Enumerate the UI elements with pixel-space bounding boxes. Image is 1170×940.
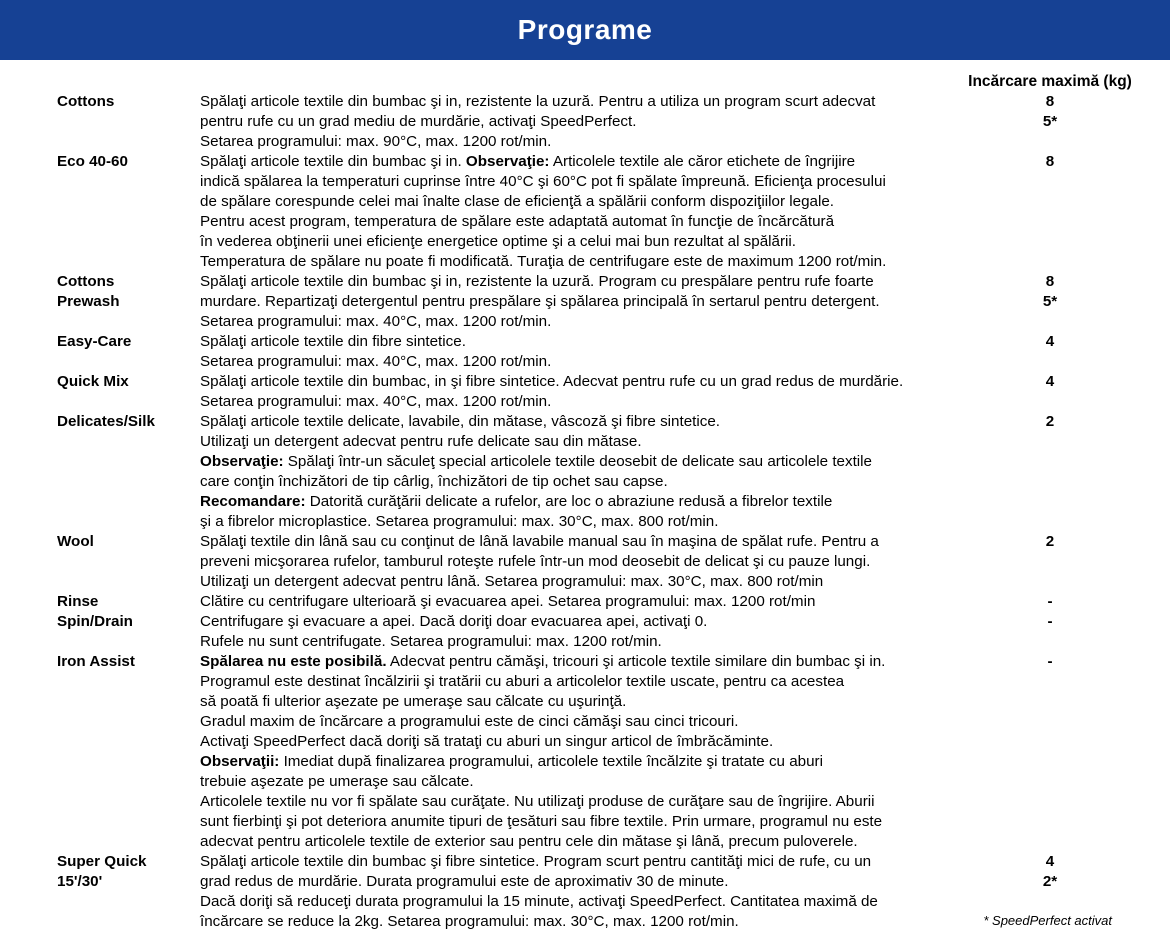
description-header-spacer [200,72,960,92]
program-max-load: 8 5* [1042,93,1058,130]
program-description: Spălaţi articole textile delicate, lavabile, din mătase, vâscoză şi fibre sintetice. Utilizaţi un detergent adecvat pentru rufe delicate sau din mătase. Observaţie: Spălaţi într-un săculeţ special articolele textile deosebit de delicate sau articolele textile care conţin închizători de tip cârlig, închizători de tip ochet sau capse. Recomandare: Datorită curăţării delicate a rufelor, are loc o abraziune redusă a fibrelor textile şi a fibrelor microplastice. Setarea programului: max. 30°C, max. 800 rot/min. [200,413,872,530]
program-name: Spin/Drain [57,613,133,630]
program-max-load: 2 [1045,413,1055,430]
programs-table [0,92,1170,932]
program-description: Spălaţi textile din lână sau cu conţinut de lână lavabile manual sau în maşina de spălat rufe. Pentru a preveni micşorarea rufelor, tamburul roteşte rufele într-un mod deosebit de delicat şi cu pauze lungi. Utilizaţi un detergent adecvat pentru lână. Setarea programului: max. 30°C, max. 800 rot/min [200,533,879,590]
program-row [0,152,1170,272]
program-row [0,272,1170,332]
program-row [0,592,1170,612]
program-description: Clătire cu centrifugare ulterioară şi evacuarea apei. Setarea programului: max. 1200 rot/min [200,593,816,610]
program-max-load: 8 5* [1042,273,1058,310]
program-description: Centrifugare şi evacuare a apei. Dacă doriţi doar evacuarea apei, activaţi 0. Rufele nu sunt centrifugate. Setarea programului: max. 1200 rot/min. [200,613,708,650]
program-row [0,652,1170,852]
table-header-row [0,72,1170,92]
program-max-load: - [1047,653,1053,670]
program-name: Delicates/Silk [57,413,155,430]
program-name: Cottons [57,93,115,110]
program-row [0,332,1170,372]
speedperfect-footnote: * SpeedPerfect activat [983,913,1112,928]
program-name: Eco 40-60 [57,153,128,170]
program-row [0,612,1170,652]
page-header-bar [0,0,1170,60]
program-name: Rinse [57,593,99,610]
max-load-column-header: Incărcare maximă (kg) [968,73,1132,90]
program-max-load: 4 [1045,333,1055,350]
program-max-load: - [1047,593,1053,610]
program-name: Iron Assist [57,653,135,670]
name-header-spacer [57,72,200,92]
program-description: Spălaţi articole textile din fibre sintetice. Setarea programului: max. 40°C, max. 1200 rot/min. [200,333,552,370]
program-max-load: 4 [1045,373,1055,390]
program-description: Spălaţi articole textile din bumbac, in şi fibre sintetice. Adecvat pentru rufe cu un grad redus de murdărie. Setarea programului: max. 40°C, max. 1200 rot/min. [200,373,904,410]
programs-content [0,72,1170,932]
program-name: Wool [57,533,94,550]
program-description: Spălarea nu este posibilă. Adecvat pentru cămăşi, tricouri şi articole textile similare din bumbac şi in. Programul este destinat încălzirii şi tratării cu aburi a articolelor textile uscate, pentru ca acestea să poată fi ulterior aşezate pe umeraşe sau călcate cu uşurinţă. Gradul maxim de încărcare a programului este de cinci cămăşi sau cinci tricouri. Activaţi SpeedPerfect dacă doriţi să trataţi cu aburi un singur articol de îmbrăcăminte. Observaţii: Imediat după finalizarea programului, articolele textile încălzite şi tratate cu aburi trebuie aşezate pe umeraşe sau călcate. Articolele textile nu vor fi spălate sau curăţate. Nu utilizaţi produse de curăţare sau de îngrijire. Aburii sunt fierbinţi şi pot deteriora anumite tipuri de ţesături sau fibre textile. Prin urmare, programul nu este adecvat pentru articolele textile de exterior sau pentru cele din mătase şi lână, precum puloverele. [200,653,886,850]
program-description: Spălaţi articole textile din bumbac şi in, rezistente la uzură. Program cu prespălare pentru rufe foarte murdare. Repartizaţi detergentul pentru prespălare şi spălarea principală în sertarul pentru detergent. Setarea programului: max. 40°C, max. 1200 rot/min. [200,273,880,330]
program-name: Cottons Prewash [57,273,120,310]
program-description: Spălaţi articole textile din bumbac şi in, rezistente la uzură. Pentru a utiliza un program scurt adecvat pentru rufe cu un grad mediu de murdărie, activaţi SpeedPerfect. Setarea programului: max. 90°C, max. 1200 rot/min. [200,93,876,150]
program-max-load: 4 2* [1042,853,1058,890]
program-max-load: - [1047,613,1053,630]
program-max-load: 8 [1045,153,1055,170]
program-max-load: 2 [1045,533,1055,550]
page-title: Programe [517,14,653,45]
program-row [0,532,1170,592]
program-row [0,412,1170,532]
program-name: Super Quick 15'/30' [57,853,147,890]
program-name: Easy-Care [57,333,132,350]
program-description: Spălaţi articole textile din bumbac şi fibre sintetice. Program scurt pentru cantităţi mici de rufe, cu un grad redus de murdărie. Durata programului este de aproximativ 30 de minute. Dacă doriţi să reduceţi durata programului la 15 minute, activaţi SpeedPerfect. Cantitatea maximă de încărcare se reduce la 2kg. Setarea programului: max. 30°C, max. 1200 rot/min. [200,853,878,930]
program-description: Spălaţi articole textile din bumbac şi in. Observaţie: Articolele textile ale căror etichete de îngrijire indică spălarea la temperaturi cuprinse între 40°C şi 60°C pot fi spălate împreună. Eficienţa procesului de spălare corespunde celei mai înalte clase de eficienţă a spălării conform dispoziţiilor legale. Pentru acest program, temperatura de spălare este adaptată automat în funcţie de încărcătură în vederea obţinerii unei eficienţe energetice optime şi a celui mai bun rezultat al spălării. Temperatura de spălare nu poate fi modificată. Turaţia de centrifugare este de maximum 1200 rot/min. [200,153,887,270]
program-name: Quick Mix [57,373,129,390]
program-row [0,372,1170,412]
program-row [0,92,1170,152]
